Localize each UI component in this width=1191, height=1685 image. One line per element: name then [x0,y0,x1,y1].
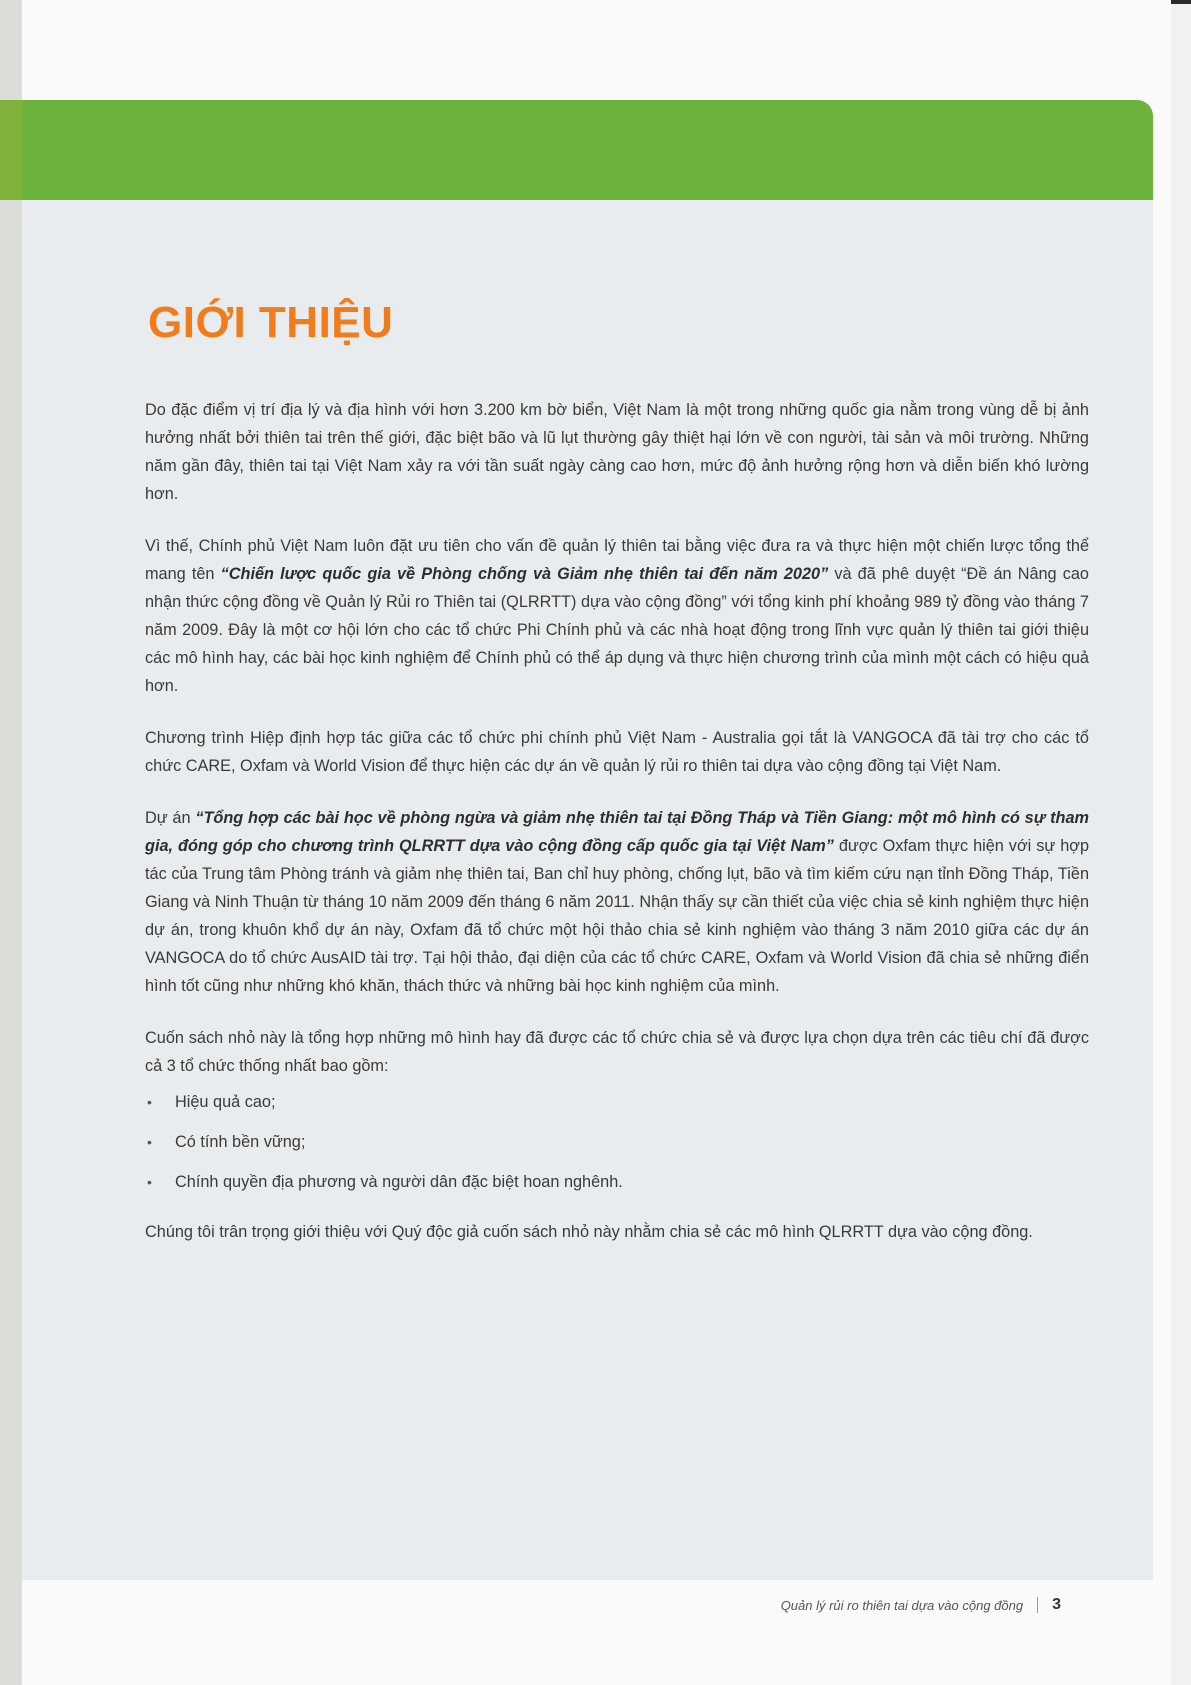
running-title: Quản lý rủi ro thiên tai dựa vào cộng đồng [780,1597,1024,1613]
paragraph-4-lead: Dự án [145,809,196,827]
paragraph-1: Do đặc điểm vị trí địa lý và địa hình với hơn 3.200 km bờ biển, Việt Nam là một trong những quốc gia nằm trong vùng dễ bị ảnh hưởng nhất bởi thiên tai trên thế giới, đặc biệt bão và lũ lụt thường gây thiệt hại lớn về con người, tài sản và môi trường. Những năm gần đây, thiên tai tại Việt Nam xảy ra với tần suất ngày càng cao hơn, mức độ ảnh hưởng rộng hơn và diễn biến khó lường hơn. [145,401,1089,503]
list-item-text: Hiệu quả cao; [175,1093,276,1111]
paragraph-4 [145,804,1089,1000]
bullet-icon: • [147,1094,152,1110]
list-item [145,1168,1089,1196]
paragraph-5: Cuốn sách nhỏ này là tổng hợp những mô hình hay đã được các tổ chức chia sẻ và được lựa chọn dựa trên các tiêu chí đã được cả 3 tổ chức thống nhất bao gồm: [145,1029,1089,1075]
paragraph-2-rest: và đã phê duyệt “Đề án Nâng cao nhận thức cộng đồng về Quản lý Rủi ro Thiên tai (QLRRTT) dựa vào cộng đồng” với tổng kinh phí khoảng 989 tỷ đồng vào tháng 7 năm 2009. Đây là một cơ hội lớn cho các tổ chức Phi Chính phủ và các nhà hoạt động trong lĩnh vực quản lý thiên tai giới thiệu các mô hình hay, các bài học kinh nghiệm để Chính phủ có thể áp dụng và thực hiện chương trình của mình một cách có hiệu quả hơn. [145,565,1089,695]
strategy-title: “Chiến lược quốc gia về Phòng chống và Giảm nhẹ thiên tai đến năm 2020” [220,565,829,583]
page-title: GIỚI THIỆU [148,298,394,347]
bullet-icon: • [147,1134,152,1150]
body-text [145,396,1089,1270]
paragraph-6: Chúng tôi trân trọng giới thiệu với Quý độc giả cuốn sách nhỏ này nhằm chia sẻ các mô hình QLRRTT dựa vào cộng đồng. [145,1223,1033,1241]
spine-green-strip [0,100,22,200]
criteria-list [145,1088,1089,1196]
header-green-band [22,100,1153,200]
paragraph-3: Chương trình Hiệp định hợp tác giữa các tổ chức phi chính phủ Việt Nam - Australia gọi tắt là VANGOCA đã tài trợ cho các tổ chức CARE, Oxfam và World Vision để thực hiện các dự án về quản lý rủi ro thiên tai dựa vào cộng đồng tại Việt Nam. [145,729,1089,775]
list-item [145,1128,1089,1156]
page [22,0,1171,1685]
list-item-text: Có tính bền vững; [175,1133,306,1151]
page-footer [781,1596,1061,1614]
project-title: “Tổng hợp các bài học về phòng ngừa và giảm nhẹ thiên tai tại Đồng Tháp và Tiền Giang: một mô hình có sự tham gia, đóng góp cho chương trình QLRRTT dựa vào cộng đồng cấp quốc gia tại Việt Nam” [145,809,1089,855]
list-item-text: Chính quyền địa phương và người dân đặc biệt hoan nghênh. [175,1173,623,1191]
bullet-icon: • [147,1174,152,1190]
footer-divider [1037,1597,1038,1613]
page-spine-shadow [0,0,22,1685]
paragraph-2-lead: Vì thế, Chính phủ Việt Nam luôn đặt ưu tiên cho vấn đề quản lý thiên tai bằng việc đưa ra và thực hiện một chiến lược tổng thể mang tên [145,537,1089,583]
paragraph-2 [145,532,1089,700]
paragraph-4-rest: được Oxfam thực hiện với sự hợp tác của Trung tâm Phòng tránh và giảm nhẹ thiên tai, Ban chỉ huy phòng, chống lụt, bão và tìm kiếm cứu nạn tỉnh Đồng Tháp, Tiền Giang và Ninh Thuận từ tháng 10 năm 2009 đến tháng 6 năm 2011. Nhận thấy sự cần thiết của việc chia sẻ kinh nghiệm thực hiện dự án, trong khuôn khổ dự án này, Oxfam đã tổ chức một hội thảo chia sẻ kinh nghiệm vào tháng 3 năm 2010 giữa các dự án VANGOCA do tổ chức AusAID tài trợ. Tại hội thảo, đại diện của các tổ chức CARE, Oxfam và World Vision đã chia sẻ những điển hình tốt cũng như những khó khăn, thách thức và những bài học kinh nghiệm của mình. [145,837,1089,995]
page-number: 3 [1052,1596,1061,1613]
list-item [145,1088,1089,1116]
